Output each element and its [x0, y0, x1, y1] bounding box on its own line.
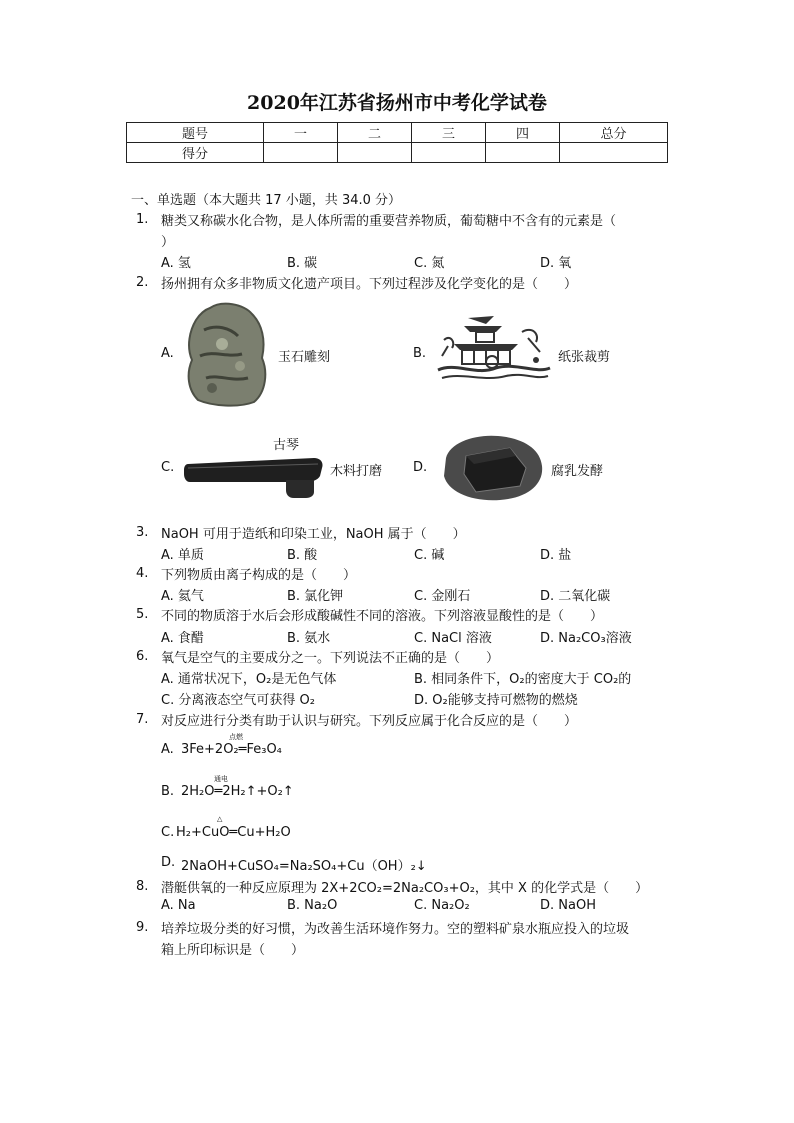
- option-b: B. 氨水: [287, 631, 331, 646]
- question-text-cont: ）: [161, 235, 175, 250]
- question-text: 下列物质由离子构成的是（ ）: [161, 568, 357, 583]
- guqin-image: [182, 454, 326, 498]
- table-header-cell: 三: [412, 123, 486, 143]
- option-d: D. 氧: [540, 256, 572, 271]
- option-letter: C.: [161, 825, 175, 840]
- score-cell[interactable]: [412, 143, 486, 163]
- option-c: C. Na₂O₂: [414, 898, 470, 913]
- table-header-cell: 总分: [560, 123, 668, 143]
- option-label: 玉石雕刻: [278, 350, 331, 365]
- option-c: C. 氮: [414, 256, 445, 271]
- reaction-condition: 点燃: [229, 733, 243, 741]
- table-row-label: 得分: [127, 143, 264, 163]
- option-d: D. O₂能够支持可燃物的燃烧: [414, 693, 578, 708]
- question-number: 4.: [136, 566, 149, 581]
- question-text: NaOH 可用于造纸和印染工业，NaOH 属于（ ）: [161, 527, 466, 542]
- table-header-cell: 题号: [127, 123, 264, 143]
- option-letter: B.: [161, 784, 175, 799]
- page-title: 2020年江苏省扬州市中考化学试卷: [247, 92, 547, 114]
- option-letter: A.: [161, 346, 174, 361]
- question-text: 不同的物质溶于水后会形成酸碱性不同的溶液。下列溶液显酸性的是（ ）: [161, 609, 604, 624]
- question-text: 氧气是空气的主要成分之一。下列说法不正确的是（ ）: [161, 651, 500, 666]
- option-a: A. 食醋: [161, 631, 204, 646]
- question-number: 6.: [136, 649, 149, 664]
- option-equation: 2NaOH+CuSO₄=Na₂SO₄+Cu（OH）₂↓: [181, 859, 427, 874]
- option-b: B. 氯化钾: [287, 589, 344, 604]
- option-d: D. NaOH: [540, 898, 596, 913]
- option-letter: D.: [161, 855, 176, 870]
- option-c: C. 碱: [414, 548, 445, 563]
- option-c: C. 金刚石: [414, 589, 471, 604]
- option-d: D. 二氧化碳: [540, 589, 611, 604]
- jade-carving-image: [182, 300, 268, 408]
- score-table: [126, 122, 668, 163]
- option-letter: B.: [413, 346, 427, 361]
- image-caption: 古琴: [273, 438, 300, 453]
- question-text: 培养垃圾分类的好习惯，为改善生活环境作努力。空的塑料矿泉水瓶应投入的垃圾: [161, 922, 630, 937]
- option-label: 纸张裁剪: [558, 350, 611, 365]
- score-table-row: [127, 143, 668, 163]
- option-d: D. 盐: [540, 548, 572, 563]
- question-text: 糖类又称碳水化合物，是人体所需的重要营养物质，葡萄糖中不含有的元素是（: [161, 214, 617, 229]
- option-equation: H₂+CuO═Cu+H₂O: [176, 825, 291, 840]
- option-b: B. 相同条件下，O₂的密度大于 CO₂的: [414, 672, 632, 687]
- option-letter: D.: [413, 460, 428, 475]
- question-text: 扬州拥有众多非物质文化遗产项目。下列过程涉及化学变化的是（ ）: [161, 277, 578, 292]
- option-a: A. 氢: [161, 256, 191, 271]
- question-number: 8.: [136, 879, 149, 894]
- fermented-tofu-image: [436, 428, 546, 502]
- option-b: B. Na₂O: [287, 898, 338, 913]
- score-table-header-row: [127, 123, 668, 143]
- option-b: B. 酸: [287, 548, 318, 563]
- option-c: C. NaCl 溶液: [414, 631, 492, 646]
- question-number: 3.: [136, 525, 149, 540]
- question-text: 对反应进行分类有助于认识与研究。下列反应属于化合反应的是（ ）: [161, 714, 578, 729]
- option-a: A. 氦气: [161, 589, 204, 604]
- question-text: 潜艇供氧的一种反应原理为 2X+2CO₂=2Na₂CO₃+O₂，其中 X 的化学式是（ ）: [161, 881, 649, 896]
- reaction-condition: 通电: [214, 775, 228, 783]
- score-cell[interactable]: [560, 143, 668, 163]
- question-text-cont: 箱上所印标识是（ ）: [161, 943, 305, 958]
- option-letter: A.: [161, 742, 174, 757]
- option-b: B. 碳: [287, 256, 318, 271]
- score-cell[interactable]: [264, 143, 338, 163]
- table-header-cell: 四: [486, 123, 560, 143]
- reaction-condition: △: [217, 815, 223, 823]
- option-equation: 3Fe+2O₂═Fe₃O₄: [181, 742, 282, 757]
- score-cell[interactable]: [486, 143, 560, 163]
- question-number: 5.: [136, 607, 149, 622]
- question-number: 2.: [136, 275, 149, 290]
- option-d: D. Na₂CO₃溶液: [540, 631, 632, 646]
- option-equation: 2H₂O═2H₂↑+O₂↑: [181, 784, 294, 799]
- option-a: A. 单质: [161, 548, 204, 563]
- table-header-cell: 一: [264, 123, 338, 143]
- section-heading: 一、单选题（本大题共 17 小题，共 34.0 分）: [131, 193, 402, 208]
- option-c: C. 分离液态空气可获得 O₂: [161, 693, 315, 708]
- option-letter: C.: [161, 460, 175, 475]
- option-label: 腐乳发酵: [551, 464, 604, 479]
- question-number: 1.: [136, 212, 149, 227]
- question-number: 7.: [136, 712, 149, 727]
- paper-cutting-image: [436, 312, 552, 384]
- option-a: A. Na: [161, 898, 196, 913]
- option-a: A. 通常状况下，O₂是无色气体: [161, 672, 337, 687]
- table-header-cell: 二: [338, 123, 412, 143]
- question-number: 9.: [136, 920, 149, 935]
- option-label: 木料打磨: [330, 464, 383, 479]
- score-cell[interactable]: [338, 143, 412, 163]
